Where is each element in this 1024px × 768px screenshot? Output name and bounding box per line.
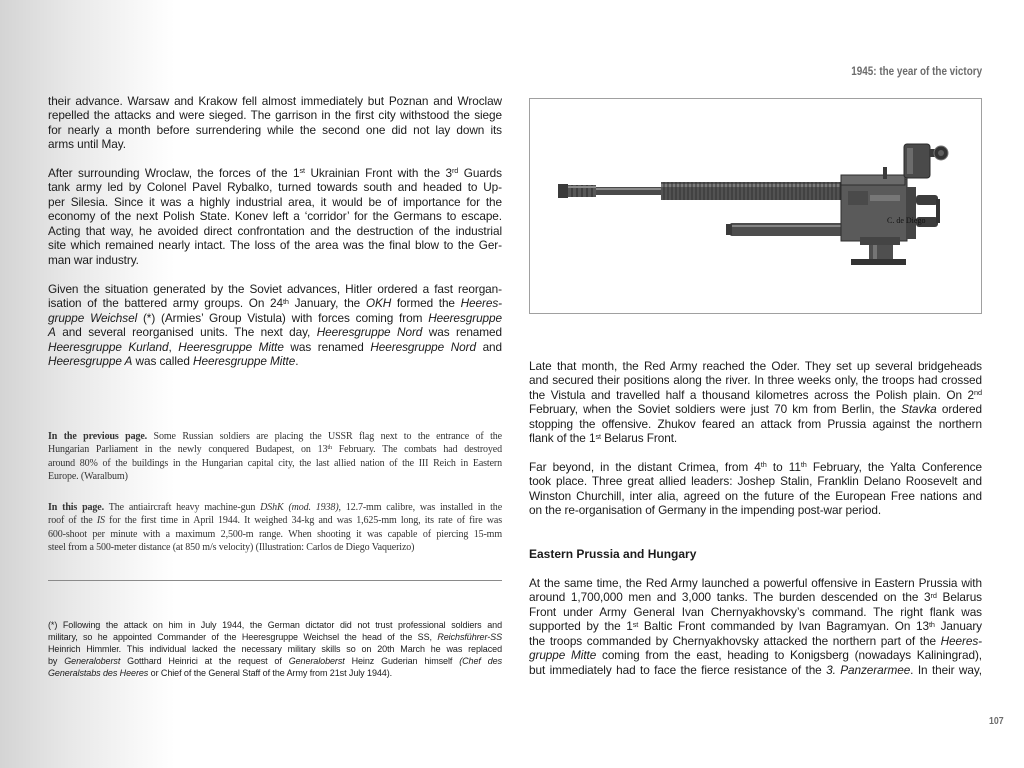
text-run: ordered (936, 402, 982, 417)
footnote-divider (48, 580, 502, 581)
italic-text-run: OKH (365, 296, 392, 311)
italic-text-run: Heeres- (460, 296, 502, 311)
italic-text-run: 3. Panzerarmee (826, 662, 911, 677)
text-line (48, 137, 502, 151)
text-line (48, 108, 502, 122)
bold-text-run: In the previous page. (48, 431, 148, 442)
text-run: for nearly a month before surrendering while the second one did not lay down its (48, 122, 502, 137)
text-run: (*) Following the attack on him in July 1944, the German dictator did not trust professional soldiers and (48, 620, 502, 630)
running-title-text: 1945: the year of the victory (851, 66, 982, 78)
text-run: Guards (458, 166, 502, 180)
text-run: At the same time, the Red Army launched a powerful offensive in Eastern Prussia with (529, 576, 982, 590)
text-run: Europe. (Waralbum) (48, 471, 128, 483)
italic-text-run: Generalstabs des Heeres (48, 668, 149, 678)
text-run: Winston Churchill, inter alia, agreed on the future of the European Free nations and (529, 488, 982, 503)
caption-previous-page (48, 430, 502, 484)
text-line (48, 541, 502, 554)
text-line (48, 354, 502, 368)
text-run: Given the situation generated by the Soviet advances, Hitler ordered a fast reorgan- (48, 282, 502, 296)
text-run: was renamed (422, 325, 503, 340)
text-run: around 80% of the buildings in the Hungarian capital city, the last allied nation of the III Reich in Eastern (48, 457, 502, 469)
left-paragraph-1 (48, 94, 502, 152)
superscript: st (299, 166, 305, 176)
text-run: site which remained nearly intact. The loss of the area was the final blow to the Ger- (48, 238, 502, 253)
text-line (48, 340, 502, 354)
text-line (48, 253, 502, 267)
text-line (529, 605, 982, 619)
italic-text-run: Heeresgruppe (428, 310, 502, 325)
text-run: 600-shoot per minute with a maximum 2,500-m range. When shooting it was capable of piercing 15-mm (48, 528, 502, 540)
text-run: repelled the attacks and were sieged. The garrison in the first city withstood the siege (48, 108, 502, 123)
text-run: steel from a 500-meter distance (at 850 m/s velocity) (Illustration: Carlos de Diego Vaquerizo) (48, 542, 415, 554)
text-run: to 11 (766, 460, 801, 474)
text-run: and several reorganised units. The next day, (55, 325, 317, 340)
receiver (841, 175, 907, 241)
italic-text-run: A (48, 325, 56, 340)
text-line (48, 443, 502, 456)
text-line (48, 470, 502, 483)
superscript: th (282, 296, 289, 306)
text-run: per Silesia. Since it was a highly industrial area, it would be of importance for the (48, 194, 502, 209)
text-line (529, 431, 982, 445)
text-run: flank of the 1 (529, 431, 596, 446)
text-line (529, 474, 982, 488)
text-run: roof of the (48, 515, 97, 527)
text-run: Belarus Front. (600, 431, 678, 446)
text-run: , (168, 339, 179, 354)
text-line (48, 123, 502, 137)
italic-text-run: Heeresgruppe Nord (370, 339, 476, 354)
text-line (48, 631, 502, 643)
caption-this-page (48, 501, 502, 555)
italic-text-run: Heeresgruppe Nord (316, 325, 423, 340)
text-run: January, the (288, 296, 366, 311)
text-line (529, 489, 982, 503)
running-title (830, 66, 982, 78)
text-line (48, 195, 502, 209)
superscript: rd (930, 590, 937, 600)
superscript: th (928, 619, 935, 629)
text-run: isation of the battered army groups. On 24 (48, 296, 283, 311)
text-line (48, 514, 502, 527)
text-line (529, 619, 982, 633)
text-run: took place. Three great allied leaders: Joshep Stalin, Franklin Delano Roosevelt and (529, 474, 982, 489)
italic-text-run: Heeresgruppe Kurland (48, 339, 169, 354)
front-sight-post (883, 167, 887, 179)
text-run: Ukrainian Front with the 3 (304, 166, 452, 180)
italic-text-run: gruppe Weichsel (48, 310, 138, 325)
illustrator-signature: C. de Diego (887, 216, 926, 225)
text-run: . In their way, (910, 662, 982, 677)
text-run: the troops commanded by Chernyakhovsky attacked the northern part of the (529, 633, 941, 648)
text-run: but immediately had to face the fierce resistance of the (529, 662, 827, 677)
superscript: th (760, 460, 767, 470)
text-run: (*) (Armies’ Group Vistula) with forces coming from (137, 310, 429, 325)
text-line (48, 296, 502, 310)
italic-text-run: Stavka (901, 402, 937, 417)
text-line (48, 643, 502, 655)
text-run: coming from the east, heading to Konigsberg (nowadays Kaliningrad), (596, 648, 982, 663)
text-run: was called (132, 354, 194, 369)
text-run: on the re-organisation of Germany in the impending post-war period. (529, 503, 882, 518)
italic-text-run: Generaloberst (288, 656, 345, 666)
italic-text-run: gruppe Mitte (529, 648, 597, 663)
text-run: February, when the Soviet soldiers were just 70 km from Berlin, the (529, 402, 902, 417)
text-line (48, 94, 502, 108)
text-line (48, 619, 502, 631)
italic-text-run: Heeres- (940, 633, 982, 648)
text-run: , 12.7-mm calibre, was installed in the (338, 502, 503, 513)
text-line (529, 359, 982, 373)
text-run: man war industry. (48, 252, 139, 267)
superscript: st (632, 619, 639, 629)
superscript: nd (974, 388, 982, 398)
italic-text-run: (Chef des (459, 656, 502, 666)
text-run: The antiaircraft heavy machine-gun (104, 502, 261, 513)
cooling-jacket (661, 182, 843, 200)
text-run: February, the Yalta Conference (806, 460, 982, 474)
text-line (529, 634, 982, 648)
text-run: Hungarian Parliament in the newly conquered Budapest, on 13 (48, 444, 328, 456)
text-run: Gotthard Heinrici at the request of (120, 656, 289, 666)
text-line (48, 528, 502, 541)
italic-text-run: Heeresgruppe A (48, 354, 133, 369)
text-run: around 1,700,000 men and 3,000 tanks. The burden descended on the 3 (529, 590, 931, 605)
text-run: stopping the offensive. Zhukov feared an attack from Prussia against the northern (529, 416, 982, 431)
text-run: or Chief of the General Staff of the Army from 21st July 1944). (148, 668, 393, 678)
italic-text-run: DShK (mod. 1938) (260, 502, 339, 513)
text-run: and secured their positions along the river. In three weeks only, the troops had crossed (529, 373, 982, 388)
text-line (48, 457, 502, 470)
text-line (48, 180, 502, 194)
text-run: Baltic Front commanded by Ivan Bagramyan. On 13 (638, 619, 929, 634)
text-run: supported by the 1 (529, 619, 633, 634)
text-line (529, 417, 982, 431)
machine-gun-illustration (529, 98, 982, 314)
superscript: th (800, 460, 807, 470)
text-line (48, 325, 502, 339)
text-run: Late that month, the Red Army reached the Oder. They set up several bridgeheads (529, 359, 982, 373)
text-line (48, 430, 502, 443)
text-line (48, 667, 502, 679)
right-paragraph-3 (529, 576, 982, 677)
text-run: Heinrich Himmler. This individual lacked the necessary military skills so on 20th March he was replaced (48, 644, 502, 654)
text-line (529, 590, 982, 604)
italic-text-run: Generaloberst (64, 656, 121, 666)
text-run: was renamed (283, 339, 371, 354)
page-number-text: 107 (989, 716, 1004, 727)
text-line (529, 648, 982, 662)
superscript: rd (451, 166, 459, 176)
muzzle-brake (558, 184, 596, 198)
italic-text-run: Heeresgruppe Mitte (178, 339, 284, 354)
right-paragraph-1 (529, 359, 982, 446)
italic-text-run: Heeresgruppe Mitte (193, 354, 296, 369)
text-line (48, 655, 502, 667)
text-line (529, 663, 982, 677)
text-run: the Vistula and travelled half a thousand kilometres across the Polish plain. On 2 (529, 387, 975, 402)
text-line (48, 238, 502, 252)
text-run: Front under Army General Ivan Chernyakhovsky’s command. The right flank was (529, 604, 982, 619)
left-paragraph-2 (48, 166, 502, 267)
text-line (48, 501, 502, 514)
text-run: for the first time in April 1944. It weighed 34-kg and was 1,625-mm long, its rate of fire was (104, 515, 502, 527)
section-heading: Eastern Prussia and Hungary (529, 547, 697, 561)
text-run: . (295, 354, 299, 369)
text-line (529, 503, 982, 517)
text-line (529, 576, 982, 590)
text-run: military, so he appointed Commander of the Heeresgruppe Weichsel the head of the SS, (48, 632, 438, 642)
italic-text-run: Reichsführer-SS (437, 632, 502, 642)
text-run: February. The combats had destroyed (331, 444, 502, 456)
text-line (529, 402, 982, 416)
text-line (48, 209, 502, 223)
text-line (48, 224, 502, 238)
text-line (48, 282, 502, 296)
text-run: tank army led by Colonel Pavel Rybalko, turned towards south and headed to Up- (48, 180, 502, 195)
text-line (529, 373, 982, 387)
text-run: their advance. Warsaw and Krakow fell almost immediately but Poznan and Wroclaw (48, 94, 502, 108)
spade-grips (906, 187, 940, 239)
text-line (529, 460, 982, 474)
right-paragraph-2 (529, 460, 982, 518)
text-line (48, 166, 502, 180)
superscript: st (595, 431, 601, 441)
machine-gun-drawing (530, 99, 981, 313)
text-run: Heinz Guderian himself (344, 656, 460, 666)
text-run: and (475, 339, 503, 354)
text-run: Acting that way, he avoided direct confrontation and the destruction of the industrial (48, 223, 502, 238)
text-line (529, 388, 982, 402)
text-run: After surrounding Wroclaw, the forces of the 1 (48, 166, 300, 180)
text-run: January (934, 619, 982, 634)
text-run: Belarus (936, 590, 982, 605)
superscript: th (327, 444, 332, 452)
page-number (989, 716, 1006, 727)
text-run: arms until May. (48, 137, 126, 152)
text-line (48, 311, 502, 325)
sight-unit (904, 144, 948, 178)
gas-cylinder (726, 223, 848, 236)
left-paragraph-3 (48, 282, 502, 369)
text-run: economy of the next Polish State. Konev left a ‘corridor’ for the Germans to escape. (48, 209, 502, 224)
italic-text-run: IS (96, 515, 105, 527)
text-run: Some Russian soldiers are placing the USSR flag next to the entrance of the (147, 431, 502, 442)
text-run: by (48, 656, 65, 666)
bold-text-run: In this page. (48, 502, 105, 513)
text-run: formed the (391, 296, 461, 311)
footnote (48, 619, 502, 679)
barrel (596, 187, 666, 195)
text-run: Far beyond, in the distant Crimea, from 4 (529, 460, 761, 474)
